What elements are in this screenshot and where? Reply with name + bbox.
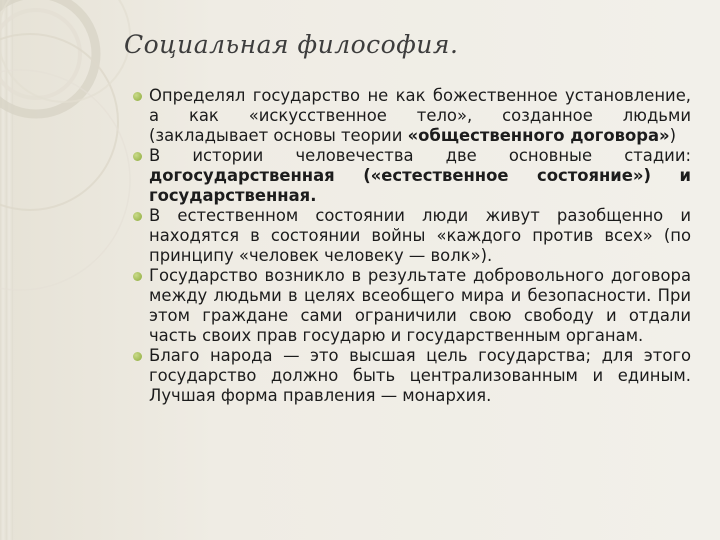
list-item bbox=[133, 206, 691, 266]
item-text: ) bbox=[669, 126, 676, 145]
bullet-dot-icon bbox=[133, 92, 142, 101]
list-item bbox=[133, 86, 691, 146]
bullet-dot-icon bbox=[133, 212, 142, 221]
item-text: В истории человечества две основные стадии: bbox=[149, 146, 691, 165]
item-emphasis: «общественного договора» bbox=[407, 126, 670, 145]
list-item bbox=[133, 146, 691, 206]
item-text: Благо народа — это высшая цель государства; для этого государство должно быть централизованным и единым. Лучшая форма правления — монархия. bbox=[149, 346, 691, 405]
list-item bbox=[133, 266, 691, 346]
item-text: Определял государство не как божественное установление, а как «искусственное тело», созданное людьми (закладывает основы теории bbox=[149, 86, 691, 145]
bullet-dot-icon bbox=[133, 272, 142, 281]
item-text: В естественном состоянии люди живут разобщенно и находятся в состоянии войны «каждого против всех» (по принципу «человек человеку — волк»). bbox=[149, 206, 691, 265]
item-emphasis: догосударственная («естественное состояние») и государственная. bbox=[149, 166, 691, 205]
list-item bbox=[133, 346, 691, 406]
bullet-list bbox=[133, 86, 691, 406]
bullet-dot-icon bbox=[133, 352, 142, 361]
item-text: Государство возникло в результате добровольного договора между людьми в целях всеобщего мира и безопасности. При этом граждане сами ограничили свою свободу и отдали часть своих прав государю и государственным органам. bbox=[149, 266, 691, 345]
bullet-dot-icon bbox=[133, 152, 142, 161]
slide-title: Социальная философия. bbox=[124, 30, 459, 59]
